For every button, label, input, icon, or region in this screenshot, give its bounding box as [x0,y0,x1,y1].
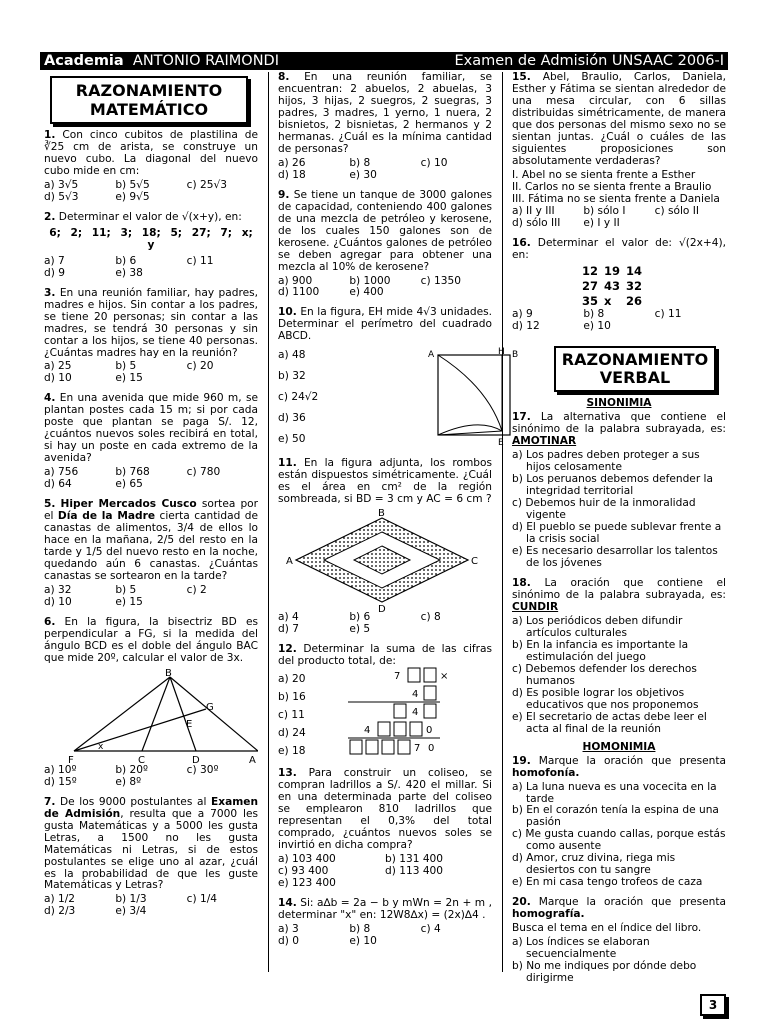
option[interactable]: b) 6 [349,611,371,624]
option[interactable]: e) 18 [278,745,306,758]
question-number: 17. [512,411,531,424]
question-number: 13. [278,767,297,780]
question-text: Determinar el valor de √(x+y), en: [58,210,242,223]
grid-cell: x [604,293,612,308]
question-text: Marque la oración que presenta [538,754,726,767]
option[interactable]: a) Los índices se elaboran secuencialmente [512,936,650,961]
option[interactable]: a) 20 [278,673,306,686]
angle-label: x [98,741,104,752]
question-number: 8. [278,71,290,83]
option[interactable]: a) 756 [44,466,79,479]
option[interactable]: b) 5√5 [115,178,150,191]
option[interactable]: d) 24 [278,727,306,740]
question-number: 4. [44,392,56,405]
question-text: , resulta que a 7000 les gusta Matemáticas y a 5000 les gusta Letras, a 1500 no les gusta Matemáticas ni Letras, si de estos postulantes se elige uno al azar, ¿cuál es la probabilidad de que les guste Matemáticas y Letras? [44,807,258,892]
question-10 [278,306,518,450]
option[interactable]: a) II y III [512,204,555,217]
point-label: B [165,667,172,679]
question-11 [278,458,492,636]
question-14 [278,898,492,948]
subsection-title: HOMONIMIA [582,740,656,753]
target-word: AMOTINAR [512,435,577,448]
exam-header [40,52,728,70]
question-15 [512,72,726,230]
option[interactable]: d) 5√3 [44,190,79,203]
question-17 [512,412,726,570]
section-title-rv: RAZONAMIENTO VERBAL [554,346,716,392]
option[interactable]: d) 7 [278,623,299,636]
column-divider [268,72,269,972]
point-label: C [471,556,478,568]
point-label: A [428,350,435,361]
question-text: En la figura, EH mide 4√3 unidades. Determinar el perímetro del cuadrado ABCD. [278,306,492,343]
question-number: 14. [278,896,297,909]
point-label: B [512,350,518,361]
question-text: En una reunión familiar, se encuentran: 2 abuelos, 2 abuelas, 3 hijos, 3 hijas, 2 suegros, 2 suegras, 3 padres, 3 madres, 1 yerno, 1 nuera, 2 bisnietos, 2 bisnietas, 2 hermanos y 2 hermanas. ¿Cuál es la mínima cantidad de personas? [278,71,492,155]
question-text: La oración que contiene el sinónimo de la palabra subrayada, es: [512,577,726,601]
option[interactable]: d) 12 [512,319,540,332]
question-16 [512,238,726,333]
option[interactable]: c) 25√3 [186,178,227,191]
question-text: De los 9000 postulantes al [60,795,207,808]
option[interactable]: b) 20º [115,763,149,776]
digit: 4 [364,725,371,737]
grid-cell: 43 [604,278,621,293]
option[interactable]: a) 7 [44,254,65,267]
option[interactable]: a) Los padres deben proteger a sus hijos celosamente [512,449,700,474]
question-text: Determinar la suma de las cifras del producto total, de: [278,643,492,668]
option[interactable]: a) 103 400 [278,852,336,865]
option[interactable]: a) 10º [44,763,77,776]
option[interactable]: e) 10 [349,934,377,947]
times-sign: × [440,671,449,683]
digit: 7 [394,671,401,683]
column-2 [278,71,518,948]
question-text: Se tiene un tanque de 3000 galones de capacidad, conteniendo 400 galones de una mezcla de petróleo y kerosene, de los cuales 150 galones son de kerosene. ¿Cuántos galones de petróleo se deben agregar para obtener una mezcla al 10% de kerosene? [278,188,492,273]
question-9 [278,190,492,300]
academy-name: ANTONIO RAIMONDI [132,53,279,69]
question-4 [44,393,258,491]
option[interactable]: a) La luna nueva es una vocecita en la tarde [512,780,717,805]
option[interactable]: c) 2 [186,583,207,596]
number-grid [512,264,726,309]
grid-cell: 14 [626,263,643,278]
grid-cell: 12 [582,263,599,278]
option[interactable]: b) 6 [115,254,137,267]
grid-cell: 19 [604,263,621,278]
question-1 [44,130,258,204]
digit: 4 [412,707,419,719]
grid-cell: 26 [626,293,643,308]
option[interactable]: c) 11 [186,254,214,267]
question-text: Para construir un coliseo, se compran ladrillos a S/. 420 el millar. Si en una determinada parte del coliseo se emplearon 810 ladrillos que representan el 0,3% del total comprado, ¿cuántos nuevos soles se invirtió en dicha compra? [278,767,492,851]
question-5 [44,499,258,609]
option[interactable]: d) 10 [44,595,72,608]
multiplication-puzzle [348,666,488,758]
option[interactable]: e) 50 [278,433,306,446]
subsection-title: SINONIMIA [586,397,652,410]
option[interactable]: c) sólo II [654,204,700,217]
option[interactable]: d) El pueblo se puede sublevar frente a la crisis social [512,521,722,546]
point-label: E [186,718,193,730]
digit: 0 [426,725,433,737]
option[interactable]: b) 1/3 [115,893,147,906]
option[interactable]: e) 400 [349,286,384,299]
option[interactable]: e) 65 [115,478,143,491]
highlight: homografía. [512,908,585,921]
number-sequence: 6; 2; 11; 3; 18; 5; 27; 7; x; y [49,226,253,251]
question-number: 18. [512,577,531,590]
option[interactable]: e) 10 [583,319,611,332]
option[interactable]: b) 16 [278,691,306,704]
point-label: H [498,347,505,358]
exam-title: Examen de Admisión UNSAAC 2006-I [454,53,724,69]
column-3 [512,72,726,985]
option[interactable]: c) Debemos defender los derechos humanos [512,662,697,687]
page-number: 3 [700,994,726,1016]
option[interactable]: c) Me gusta cuando callas, porque estás como ausente [512,828,726,853]
question-12 [278,644,492,760]
option[interactable]: b) 5 [115,360,137,373]
option[interactable]: d) 9 [44,266,65,279]
question-number: 7. [44,795,56,808]
option[interactable]: c) 4 [420,922,441,935]
option[interactable]: e) Es necesario desarrollar los talentos de los jóvenes [512,545,718,570]
option[interactable]: a) Los periódicos deben difundir artículos culturales [512,614,683,639]
option[interactable]: b) 768 [115,466,150,479]
propositions [512,170,726,206]
question-text: La alternativa que contiene el sinónimo de la palabra subrayada, es: [512,411,726,436]
option[interactable]: c) 11 [654,307,682,320]
option[interactable]: c) 8 [420,611,441,624]
option[interactable]: c) 24√2 [278,391,319,404]
grid-cell: 32 [626,278,643,293]
proposition: II. Carlos no se sienta frente a Braulio [512,180,712,193]
question-text: Con cinco cubitos de plastilina de ∛25 cm de arista, se construye un nuevo cubo. La diagonal del nuevo cubo mide en cm: [44,129,258,177]
option[interactable]: d) Amor, cruz divina, riega mis desiertos con tu sangre [512,852,676,877]
column-1 [44,72,258,918]
question-number: 6. [44,615,56,628]
question-3 [44,288,258,386]
option[interactable]: e) En mi casa tengo trofeos de caza [512,876,703,889]
question-number: 20. [512,896,531,909]
point-label: B [378,508,385,520]
option[interactable]: d) 0 [278,934,299,947]
digit: 0 [428,743,435,755]
option[interactable]: c) 20 [186,360,214,373]
option[interactable]: b) 1000 [349,274,391,287]
option[interactable]: b) En la infancia es importante la estimulación del juego [512,638,689,663]
option[interactable]: e) El secretario de actas debe leer el acta al final de la reunión [512,710,707,735]
question-6 [44,617,258,789]
option[interactable]: d) 15º [44,775,77,788]
question-number: 5. [44,498,56,511]
point-label: A [249,754,256,765]
option[interactable]: e) 8º [115,775,142,788]
highlight: Día de la Madre [57,510,156,523]
option[interactable]: e) 9√5 [115,190,150,203]
proposition: III. Fátima no se sienta frente a Daniela [512,192,720,205]
question-text: En la figura, la bisectriz BD es perpendicular a FG, si la medida del ángulo BCD es el doble del ángulo BAC que mide 20º, calcular el valor de 3x. [44,615,258,664]
option[interactable]: d) 113 400 [385,864,444,877]
option[interactable]: b) sólo I [583,204,626,217]
grid-cell: 35 [582,293,599,308]
option[interactable]: c) 10 [420,156,448,169]
grid-cell: 27 [582,278,599,293]
question-text: En una avenida que mide 960 m, se plantan postes cada 15 m; si por cada poste que plantan se paga S/. 12, ¿cuántos nuevos soles recibirá en total, si hay un poste en cada extremo de la avenida? [44,392,258,465]
option[interactable]: d) 36 [278,412,306,425]
question-number: 11. [278,457,297,470]
question-text: Busca el tema en el índice del libro. [512,922,702,935]
option[interactable]: b) No me indiques por dónde debo dirigirme [512,960,697,985]
column-divider [502,72,503,972]
question-text: Si: a∆b = 2a − b y mWn = 2n + m , determinar "x" en: 12W8∆x) = (2x)∆4 . [278,896,492,921]
option[interactable]: d) Es posible lograr los objetivos educativos que nos proponemos [512,686,699,711]
question-text: En la figura adjunta, los rombos están dispuestos simétricamente. ¿Cuál es el área en cm² de la región sombreada, si BD = 3 cm y AC = 6 cm ? [278,457,492,506]
question-number: 2. [44,210,56,223]
question-number: 19. [512,754,531,767]
option[interactable]: c) 93 400 [278,864,329,877]
option[interactable]: a) 25 [44,360,72,373]
question-18 [512,578,726,736]
option[interactable]: e) 38 [115,266,143,279]
option[interactable]: a) 3 [278,922,299,935]
option[interactable]: c) 11 [278,709,305,722]
point-label: F [68,754,74,765]
question-text: cierta cantidad de canastas de alimentos, 3/4 de ellos lo hace en la mañana, 2/5 del resto en la tarde y 1/5 del nuevo resto en la noche, quedando aún 6 canastas. ¿Cuántas canastas se sortearon en la tarde? [44,510,258,582]
option[interactable]: b) En el corazón tenía la espina de una pasión [512,804,719,829]
point-label: D [378,604,386,613]
point-label: A [286,556,293,568]
option[interactable]: b) 131 400 [385,852,444,865]
highlight: Examen de Admisión [44,795,258,820]
option[interactable]: e) 15 [115,372,143,385]
academy-label: Academia [44,53,124,69]
option[interactable]: b) 8 [349,156,371,169]
question-number: 9. [278,188,290,201]
proposition: I. Abel no se sienta frente a Esther [512,168,696,181]
point-label: D [192,754,200,765]
question-number: 16. [512,236,531,249]
option[interactable]: d) sólo III [512,216,561,229]
option[interactable]: a) 900 [278,274,313,287]
question-19 [512,756,726,890]
option[interactable]: e) I y II [583,216,620,229]
question-8 [278,72,492,182]
option[interactable]: c) Debemos huir de la inmoralidad vigente [512,497,696,522]
option[interactable]: d) 1100 [278,286,320,299]
option[interactable]: b) 8 [583,307,605,320]
question-2 [44,212,258,280]
highlight: homofonía. [512,766,580,779]
question-number: 3. [44,286,56,299]
option[interactable]: a) 9 [512,307,533,320]
triangle-figure [44,667,258,765]
point-label: C [138,754,145,765]
option[interactable]: c) 1350 [420,274,461,287]
section-title-rm: RAZONAMIENTO MATEMÁTICO [50,76,248,124]
point-label: E [498,438,504,449]
highlight: Hiper Mercados Cusco [60,498,197,511]
question-text: sortea por el [44,498,259,523]
option[interactable]: b) 32 [278,370,306,383]
question-13 [278,768,492,890]
question-7 [44,797,258,919]
square-figure [428,347,518,451]
option[interactable]: a) 32 [44,583,72,596]
option[interactable]: a) 26 [278,156,306,169]
question-number: 1. [44,129,56,141]
question-20 [512,897,726,985]
option[interactable]: a) 4 [278,611,299,624]
digit: 7 [414,743,421,755]
option[interactable]: d) 10 [44,372,72,385]
question-number: 15. [512,71,531,83]
rhombus-figure [278,508,492,612]
option[interactable]: a) 1/2 [44,893,76,906]
question-text: Determinar el valor de: √(2x+4), en: [512,236,726,261]
option[interactable]: b) 8 [349,922,371,935]
target-word: CUNDIR [512,600,559,613]
option[interactable]: c) 780 [186,466,221,479]
option[interactable]: d) 2/3 [44,905,76,918]
option[interactable]: d) 64 [44,478,72,491]
option[interactable]: a) 48 [278,349,306,362]
digit: 4 [412,689,419,701]
option[interactable]: e) 30 [349,168,377,181]
option[interactable]: b) Los peruanos debemos defender la integridad territorial [512,473,713,498]
point-label: G [206,701,214,713]
option[interactable]: b) 5 [115,583,137,596]
option[interactable]: e) 5 [349,623,371,636]
option[interactable]: c) 1/4 [186,893,218,906]
option[interactable]: c) 30º [186,763,219,776]
option[interactable]: d) 18 [278,168,306,181]
question-text: Abel, Braulio, Carlos, Daniela, Esther y Fátima se sientan alrededor de una mesa circular, con 6 sillas distribuidas simétricamente, de manera que dos personas del mismo sexo no se sientan juntas. ¿Cuál o cuáles de las siguientes proposiciones son absolutamente verdaderas? [512,71,726,167]
option[interactable]: e) 15 [115,595,143,608]
question-number: 10. [278,306,297,319]
question-number: 12. [278,643,297,656]
option[interactable]: e) 123 400 [278,876,336,889]
option[interactable]: e) 3/4 [115,905,147,918]
question-text: En una reunión familiar, hay padres, madres e hijos. Sin contar a los padres, se tiene 20 personas; sin contar a las madres, se tendrá 30 personas y sin contar a los hijos, se tiene 40 personas. ¿Cuántas madres hay en la reunión? [44,286,258,359]
question-text: Marque la oración que presenta [538,896,726,909]
option[interactable]: a) 3√5 [44,178,79,191]
